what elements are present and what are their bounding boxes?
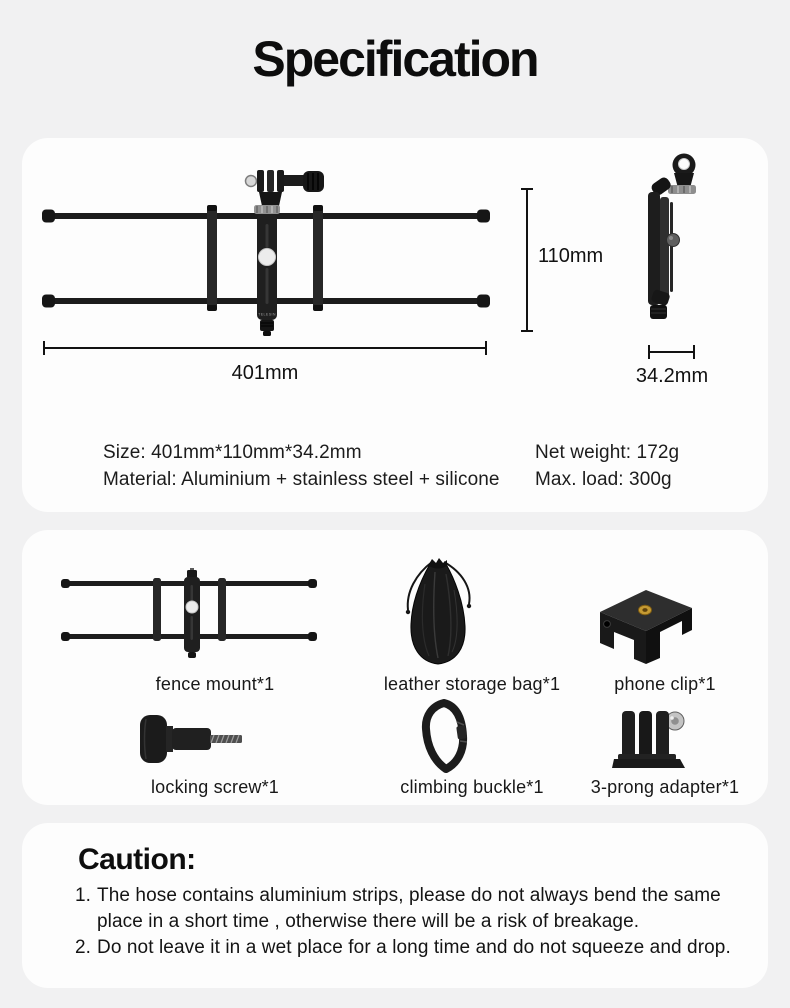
item-label-locking-screw: locking screw*1 bbox=[150, 777, 280, 797]
item-label-phone-clip: phone clip*1 bbox=[614, 674, 716, 694]
caution-heading: Caution: bbox=[78, 843, 196, 876]
depth-dimension-line bbox=[648, 351, 695, 353]
depth-dimension-label: 34.2mm bbox=[635, 365, 709, 387]
spec-size: Size: 401mm*110mm*34.2mm bbox=[103, 442, 362, 463]
caution-item-text: Do not leave it in a wet place for a long time and do not squeeze and drop. bbox=[97, 937, 731, 958]
climbing-buckle-icon bbox=[420, 698, 470, 774]
clamp-knob bbox=[259, 249, 276, 266]
mount-screw-head bbox=[246, 176, 257, 187]
leather-storage-bag-icon bbox=[398, 552, 478, 670]
spec-material: Material: Aluminium + stainless steel + silicone bbox=[103, 469, 500, 490]
item-label-three-prong-adapter: 3-prong adapter*1 bbox=[590, 777, 740, 797]
width-dimension-label: 401mm bbox=[231, 362, 299, 384]
page-title: Specification bbox=[252, 31, 538, 87]
item-label-fence-mount: fence mount*1 bbox=[155, 674, 275, 694]
fence-mount-front-image bbox=[40, 156, 492, 342]
item-label-climbing-buckle: climbing buckle*1 bbox=[400, 777, 544, 797]
caution-item-text: The hose contains aluminium strips, please do not always bend the same bbox=[97, 885, 721, 906]
spec-panel bbox=[22, 138, 768, 512]
height-dimension-line bbox=[526, 188, 528, 332]
three-prong-adapter-icon bbox=[612, 705, 690, 769]
phone-clip-icon bbox=[588, 574, 700, 668]
locking-screw-icon bbox=[138, 713, 246, 765]
item-label-storage-bag: leather storage bag*1 bbox=[383, 674, 561, 694]
height-dimension-label: 110mm bbox=[538, 245, 604, 267]
side-knob bbox=[667, 234, 680, 247]
width-dimension-line bbox=[43, 347, 487, 349]
caution-item bbox=[75, 935, 735, 961]
caution-item-number: 1. bbox=[75, 885, 91, 906]
brand-label: TELESIN bbox=[258, 312, 276, 317]
caution-item-number: 2. bbox=[75, 937, 91, 958]
fence-mount-icon bbox=[60, 568, 318, 658]
fence-mount-side-image bbox=[644, 150, 710, 322]
spec-net-weight: Net weight: 172g bbox=[535, 442, 680, 463]
caution-item-text: place in a short time , otherwise there will be a risk of breakage. bbox=[97, 911, 640, 932]
caution-item bbox=[75, 883, 735, 935]
spec-max-load: Max. load: 300g bbox=[535, 469, 672, 490]
caution-list bbox=[75, 883, 735, 961]
package-contents-panel bbox=[22, 530, 768, 805]
caution-panel bbox=[22, 823, 768, 988]
